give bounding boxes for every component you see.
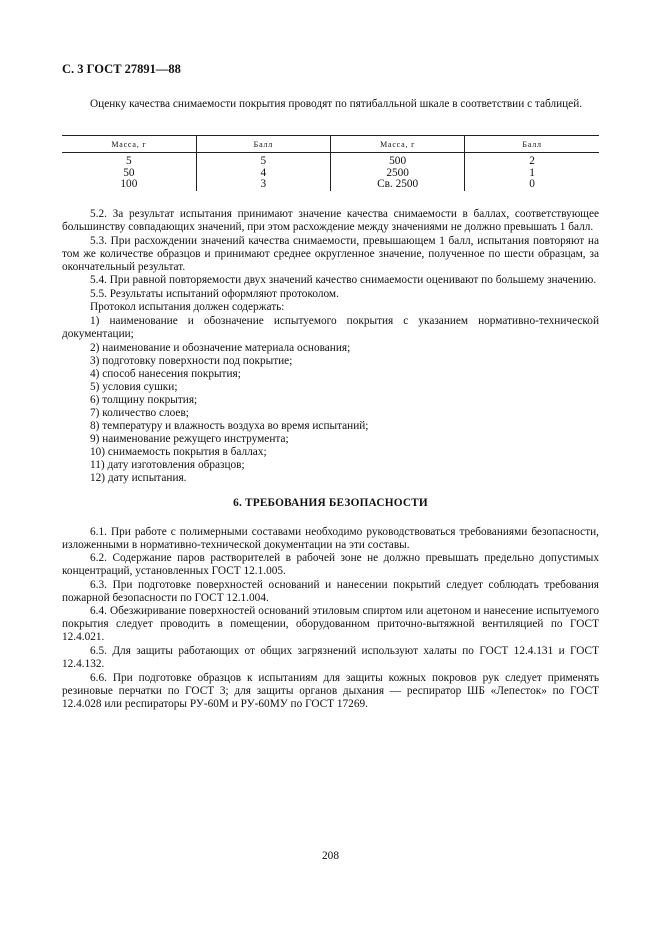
table-cell: 5 bbox=[126, 155, 132, 167]
paragraph-6-4: 6.4. Обезжиривание поверхностей оснований этиловым спиртом или ацетоном и нанесение испытуемого покрытия следует проводить в помещении, оборудованном приточно-вытяжной вентиляцией по ГОСТ 12.4.021. bbox=[62, 605, 599, 644]
protocol-item-11: 11) дату изготовления образцов; bbox=[90, 458, 245, 471]
column-header-score-2: Балл bbox=[465, 136, 599, 153]
column-header-mass-2: Масса, г bbox=[331, 136, 465, 153]
column-header-mass-1: Масса, г bbox=[62, 136, 196, 153]
page-header: С. 3 ГОСТ 27891—88 bbox=[62, 62, 181, 76]
table-row bbox=[62, 153, 599, 168]
paragraph-6-6: 6.6. При подготовке образцов к испытаниям для защиты кожных покровов рук следует применять резиновые перчатки по ГОСТ 3; для защиты органов дыхания — респиратор ШБ «Лепесток» по ГОСТ 12.4.028 или респираторы РУ-60М и РУ-60МУ по ГОСТ 17269. bbox=[62, 671, 599, 710]
protocol-item-5: 5) условия сушки; bbox=[90, 380, 178, 393]
table-cell: 50 bbox=[123, 166, 135, 179]
protocol-item-9: 9) наименование режущего инструмента; bbox=[90, 432, 289, 445]
protocol-item-6: 6) толщину покрытия; bbox=[90, 393, 198, 406]
column-header-score-1: Балл bbox=[196, 136, 330, 153]
paragraph-6-5: 6.5. Для защиты работающих от общих загрязнений используют халаты по ГОСТ 12.4.131 и ГОСТ 12.4.132. bbox=[62, 644, 599, 670]
table-cell: 100 bbox=[120, 178, 138, 190]
protocol-item-1: 1) наименование и обозначение испытуемого покрытия с указанием нормативно-технической документации; bbox=[62, 314, 599, 340]
protocol-item-8: 8) температуру и влажность воздуха во время испытаний; bbox=[90, 419, 369, 432]
paragraph-6-2: 6.2. Содержание паров растворителей в рабочей зоне не должно превышать предельно допустимых концентраций, установленных ГОСТ 12.1.005. bbox=[62, 552, 599, 578]
table-cell: 2500 bbox=[331, 168, 465, 180]
table-cell: 2 bbox=[465, 153, 599, 168]
table-cell: 1 bbox=[465, 168, 599, 180]
table-header-row bbox=[62, 136, 599, 153]
table-row bbox=[62, 168, 599, 180]
protocol-item-2: 2) наименование и обозначение материала основания; bbox=[90, 341, 351, 354]
table-cell: Св. 2500 bbox=[331, 179, 465, 191]
protocol-item-10: 10) снимаемость покрытия в баллах; bbox=[90, 445, 267, 458]
page-number: 208 bbox=[322, 850, 339, 862]
grade-table bbox=[62, 135, 599, 191]
table-cell: 3 bbox=[196, 179, 330, 191]
table-cell: 500 bbox=[331, 153, 465, 168]
paragraph-5-3: 5.3. При расхождении значений качества снимаемости, превышающем 1 балл, испытания повторяют на том же количестве образцов и принимают среднее округленное значение, полученное по шести образцам, за окончательный результат. bbox=[62, 234, 599, 273]
protocol-item-4: 4) способ нанесения покрытия; bbox=[90, 367, 241, 380]
paragraph-5-4: 5.4. При равной повторяемости двух значений качество снимаемости оценивают по большему значению. bbox=[90, 274, 597, 287]
table-row bbox=[62, 179, 599, 191]
paragraph-5-5: 5.5. Результаты испытаний оформляют протоколом. bbox=[90, 287, 339, 300]
body-text bbox=[62, 208, 599, 711]
table-cell: 5 bbox=[196, 153, 330, 168]
table-cell: 4 bbox=[196, 168, 330, 180]
protocol-item-7: 7) количество слоев; bbox=[90, 406, 189, 419]
paragraph-5-2: 5.2. За результат испытания принимают значение качества снимаемости в баллах, соответствующее большинству совпадающих значений, при этом расхождение между значениями не должно превышать 1 балл. bbox=[62, 208, 599, 233]
section-6-title: 6. ТРЕБОВАНИЯ БЕЗОПАСНОСТИ bbox=[233, 496, 428, 509]
protocol-item-3: 3) подготовку поверхности под покрытие; bbox=[90, 354, 293, 367]
paragraph-6-3: 6.3. При подготовке поверхностей оснований и нанесении покрытий следует соблюдать требования пожарной безопасности по ГОСТ 12.1.004. bbox=[62, 578, 599, 604]
paragraph-6-1: 6.1. При работе с полимерными составами необходимо руководствоваться требованиями безопасности, изложенными в нормативно-технической документации на эти составы. bbox=[62, 525, 599, 551]
protocol-item-12: 12) дату испытания. bbox=[90, 471, 187, 484]
table-cell: 0 bbox=[465, 179, 599, 191]
intro-paragraph: Оценку качества снимаемости покрытия проводят по пятибалльной шкале в соответствии с таблицей. bbox=[90, 98, 583, 110]
protocol-intro: Протокол испытания должен содержать: bbox=[90, 301, 285, 314]
